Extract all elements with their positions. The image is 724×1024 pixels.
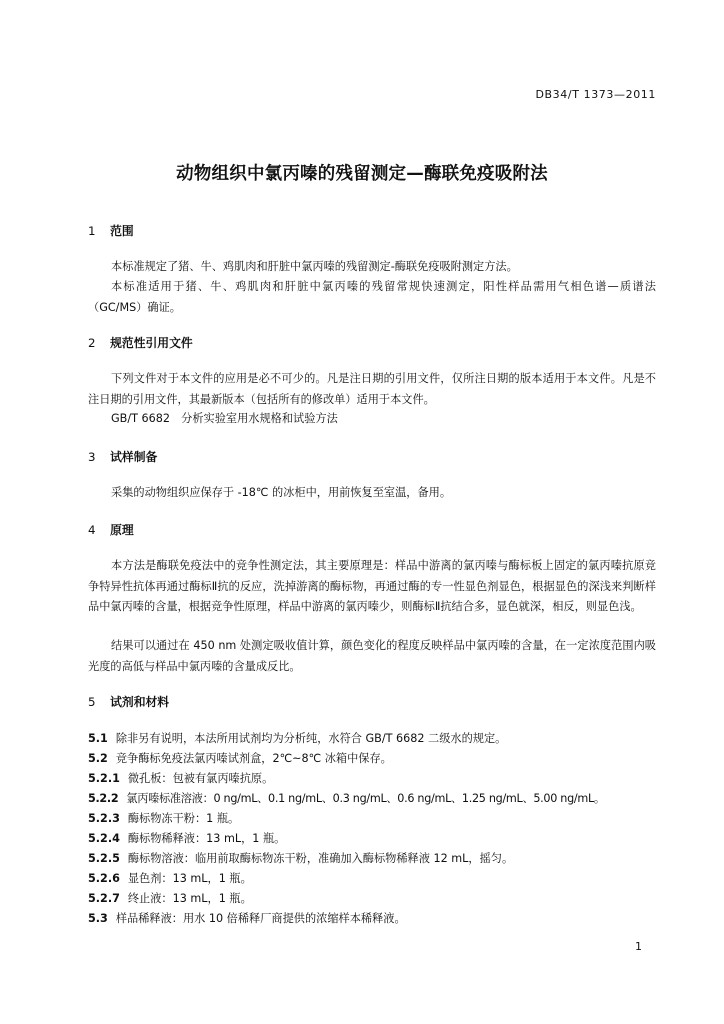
item-text: 除非另有说明，本法所用试剂均为分析纯，水符合 GB/T 6682 二级水的规定。 bbox=[115, 732, 507, 745]
section-title: 范围 bbox=[110, 224, 134, 238]
item-number: 5.1 bbox=[88, 732, 108, 745]
section-4-paragraph-2: 结果可以通过在 450 nm 处测定吸收值计算，颜色变化的程度反映样品中氯丙嗪的含量，在一定浓度范围内吸光度的高低与样品中氯丙嗪的含量成反比。 bbox=[88, 639, 656, 673]
list-item bbox=[88, 770, 273, 786]
item-number: 5.2.3 bbox=[88, 812, 120, 825]
section-number: 5 bbox=[88, 695, 96, 709]
list-item bbox=[88, 890, 252, 906]
item-number: 5.2 bbox=[88, 752, 108, 765]
item-text: 微孔板：包被有氯丙嗪抗原。 bbox=[127, 772, 274, 785]
list-item bbox=[88, 850, 513, 866]
item-number: 5.2.4 bbox=[88, 832, 120, 845]
section-title: 原理 bbox=[110, 523, 134, 537]
standard-code: DB34/T 1373—2011 bbox=[535, 88, 656, 101]
section-2-heading bbox=[88, 334, 193, 351]
list-item bbox=[88, 910, 406, 926]
item-text: 竞争酶标免疫法氯丙嗪试剂盒，2℃~8℃ 冰箱中保存。 bbox=[115, 752, 392, 765]
section-3-paragraph-1: 采集的动物组织应保存于 -18℃ 的冰柜中，用前恢复至室温，备用。 bbox=[111, 486, 452, 499]
section-2-paragraph-1: 下列文件对于本文件的应用是必不可少的。凡是注日期的引用文件，仅所注日期的版本适用于本文件。凡是不注日期的引用文件，其最新版本（包括所有的修改单）适用于本文件。 bbox=[88, 372, 656, 406]
section-1-paragraph-2: 本标准适用于猪、牛、鸡肌肉和肝脏中氯丙嗪的残留常规快速测定，阳性样品需用气相色谱—质谱法（GC/MS）确证。 bbox=[88, 280, 656, 314]
section-number: 2 bbox=[88, 336, 96, 350]
item-text: 酶标物稀释液：13 mL，1 瓶。 bbox=[127, 832, 286, 845]
section-number: 4 bbox=[88, 523, 96, 537]
list-item bbox=[88, 730, 506, 746]
section-number: 1 bbox=[88, 224, 96, 238]
page-number: 1 bbox=[635, 940, 642, 953]
item-number: 5.2.7 bbox=[88, 892, 120, 905]
section-1-heading bbox=[88, 222, 134, 239]
section-number: 3 bbox=[88, 450, 96, 464]
item-number: 5.2.6 bbox=[88, 872, 120, 885]
list-item bbox=[88, 750, 392, 766]
list-item bbox=[88, 830, 285, 846]
section-4-heading bbox=[88, 521, 134, 538]
item-text: 显色剂：13 mL，1 瓶。 bbox=[127, 872, 252, 885]
item-text: 酶标物溶液：临用前取酶标物冻干粉，准确加入酶标物稀释液 12 mL，摇匀。 bbox=[127, 852, 514, 865]
document-title: 动物组织中氯丙嗪的残留测定—酶联免疫吸附法 bbox=[176, 164, 548, 184]
section-1-paragraph-1: 本标准规定了猪、牛、鸡肌肉和肝脏中氯丙嗪的残留测定-酶联免疫吸附测定方法。 bbox=[111, 260, 518, 273]
item-number: 5.3 bbox=[88, 912, 108, 925]
section-3-heading bbox=[88, 448, 157, 465]
list-item bbox=[88, 790, 605, 806]
section-5-heading bbox=[88, 693, 169, 710]
section-4-paragraph-1: 本方法是酶联免疫法中的竞争性测定法，其主要原理是：样品中游离的氯丙嗪与酶标板上固定的氯丙嗪抗原竞争特异性抗体再通过酶标Ⅱ抗的反应，洗掉游离的酶标物，再通过酶的专一性显色剂显色，根据显色的深浅来判断样品中氯丙嗪的含量，根据竞争性原理，样品中游离的氯丙嗪少，则酶标Ⅱ抗结合多，显色就深，相反，则显色浅。 bbox=[88, 559, 656, 613]
item-text: 终止液：13 mL，1 瓶。 bbox=[127, 892, 252, 905]
item-text: 酶标物冻干粉：1 瓶。 bbox=[127, 812, 240, 825]
item-number: 5.2.5 bbox=[88, 852, 120, 865]
normative-reference: GB/T 6682 分析实验室用水规格和试验方法 bbox=[111, 412, 338, 425]
section-title: 规范性引用文件 bbox=[110, 336, 193, 350]
list-item bbox=[88, 810, 239, 826]
list-item bbox=[88, 870, 252, 886]
section-title: 试剂和材料 bbox=[110, 695, 170, 709]
item-number: 5.2.2 bbox=[88, 792, 119, 805]
item-number: 5.2.1 bbox=[88, 772, 120, 785]
item-text: 样品稀释液：用水 10 倍稀释厂商提供的浓缩样本稀释液。 bbox=[115, 912, 406, 925]
section-title: 试样制备 bbox=[110, 450, 158, 464]
item-text: 氯丙嗪标准溶液：0 ng/mL、0.1 ng/mL、0.3 ng/mL、0.6 ng/mL、1.25 ng/mL、5.00 ng/mL。 bbox=[126, 792, 605, 805]
